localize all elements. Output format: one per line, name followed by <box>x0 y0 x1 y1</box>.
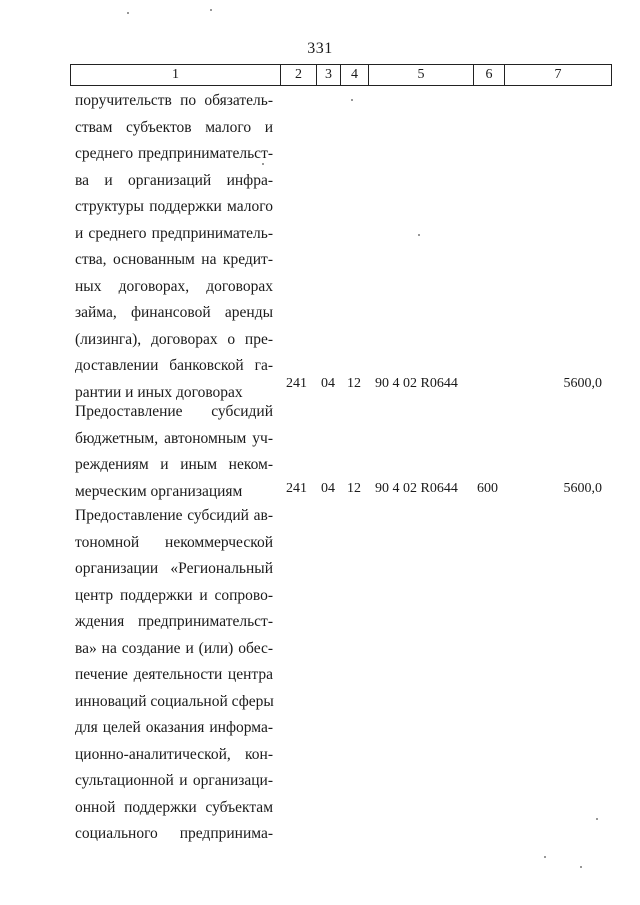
row-3-line: Предоставление субсидий ав- <box>75 507 273 524</box>
scan-speck <box>262 163 264 165</box>
row-2-col-7: 5600,0 <box>563 481 602 496</box>
row-1-col-4: 12 <box>347 376 361 391</box>
row-1-line: доставлении банковской га- <box>75 357 273 374</box>
row-1-line: и среднего предприниматель- <box>75 224 273 242</box>
row-2-line: реждениям и иным неком- <box>75 456 273 473</box>
scan-speck <box>127 12 129 14</box>
row-2-description <box>75 399 273 505</box>
row-1-line: ствам субъектов малого и <box>75 118 273 136</box>
column-header-2: 2 <box>281 65 317 86</box>
row-3-line: инноваций социальной сферы <box>75 692 274 710</box>
row-3-line: ждения предпринимательст- <box>75 613 273 630</box>
row-2-col-2: 241 <box>286 481 307 496</box>
column-header-row <box>70 64 612 86</box>
row-1-line: ных договорах, договорах <box>75 277 273 295</box>
row-3-line: ва» на создание и (или) обес- <box>75 639 273 657</box>
row-1-line: среднего предпринимательст- <box>75 145 273 162</box>
row-1-col-7: 5600,0 <box>563 376 602 391</box>
column-header-5: 5 <box>369 65 474 86</box>
column-header-1: 1 <box>71 65 281 86</box>
row-3-line: ционно-аналитической, кон- <box>75 745 273 763</box>
scan-speck <box>351 99 353 101</box>
row-3-line: для целей оказания информа- <box>75 719 273 736</box>
column-header-7: 7 <box>505 65 612 86</box>
scan-speck <box>210 9 212 11</box>
row-2-col-3: 04 <box>321 481 335 496</box>
row-1-line: займа, финансовой аренды <box>75 304 273 321</box>
row-1-col-3: 04 <box>321 376 335 391</box>
column-header-4: 4 <box>341 65 369 86</box>
page-number: 331 <box>307 40 333 57</box>
row-2-col-5: 90 4 02 R0644 <box>375 481 458 496</box>
row-3-line: печение деятельности центра <box>75 666 273 683</box>
row-1-col-2: 241 <box>286 376 307 391</box>
row-1-line: ва и организаций инфра- <box>75 171 273 189</box>
row-1-line: поручительств по обязатель- <box>75 92 273 109</box>
column-header-6: 6 <box>474 65 505 86</box>
row-1-description <box>75 88 273 406</box>
scan-speck <box>580 866 582 868</box>
row-1-col-5: 90 4 02 R0644 <box>375 376 458 391</box>
row-3-line: онной поддержки субъектам <box>75 798 273 816</box>
row-3-line: сультационной и организаци- <box>75 772 273 789</box>
row-3-line: социального предпринима- <box>75 825 273 842</box>
row-3-line: организации «Региональный <box>75 560 273 577</box>
scan-speck <box>544 856 546 858</box>
column-header-3: 3 <box>317 65 341 86</box>
row-2-line: мерческим организациям <box>75 482 243 500</box>
row-3-line: тономной некоммерческой <box>75 533 273 551</box>
row-2-col-6: 600 <box>477 481 498 496</box>
row-1-line: ства, основанным на кредит- <box>75 251 273 268</box>
row-3-line: центр поддержки и сопрово- <box>75 586 273 604</box>
row-1-line: структуры поддержки малого <box>75 198 273 215</box>
row-2-line: Предоставление субсидий <box>75 403 273 420</box>
row-2-line: бюджетным, автономным уч- <box>75 429 273 447</box>
row-3-description <box>75 503 273 848</box>
scan-speck <box>596 818 598 820</box>
row-2-col-4: 12 <box>347 481 361 496</box>
scan-speck <box>418 234 420 236</box>
row-1-line: рантии и иных договорах <box>75 383 243 401</box>
row-1-line: (лизинга), договорах о пре- <box>75 330 273 348</box>
